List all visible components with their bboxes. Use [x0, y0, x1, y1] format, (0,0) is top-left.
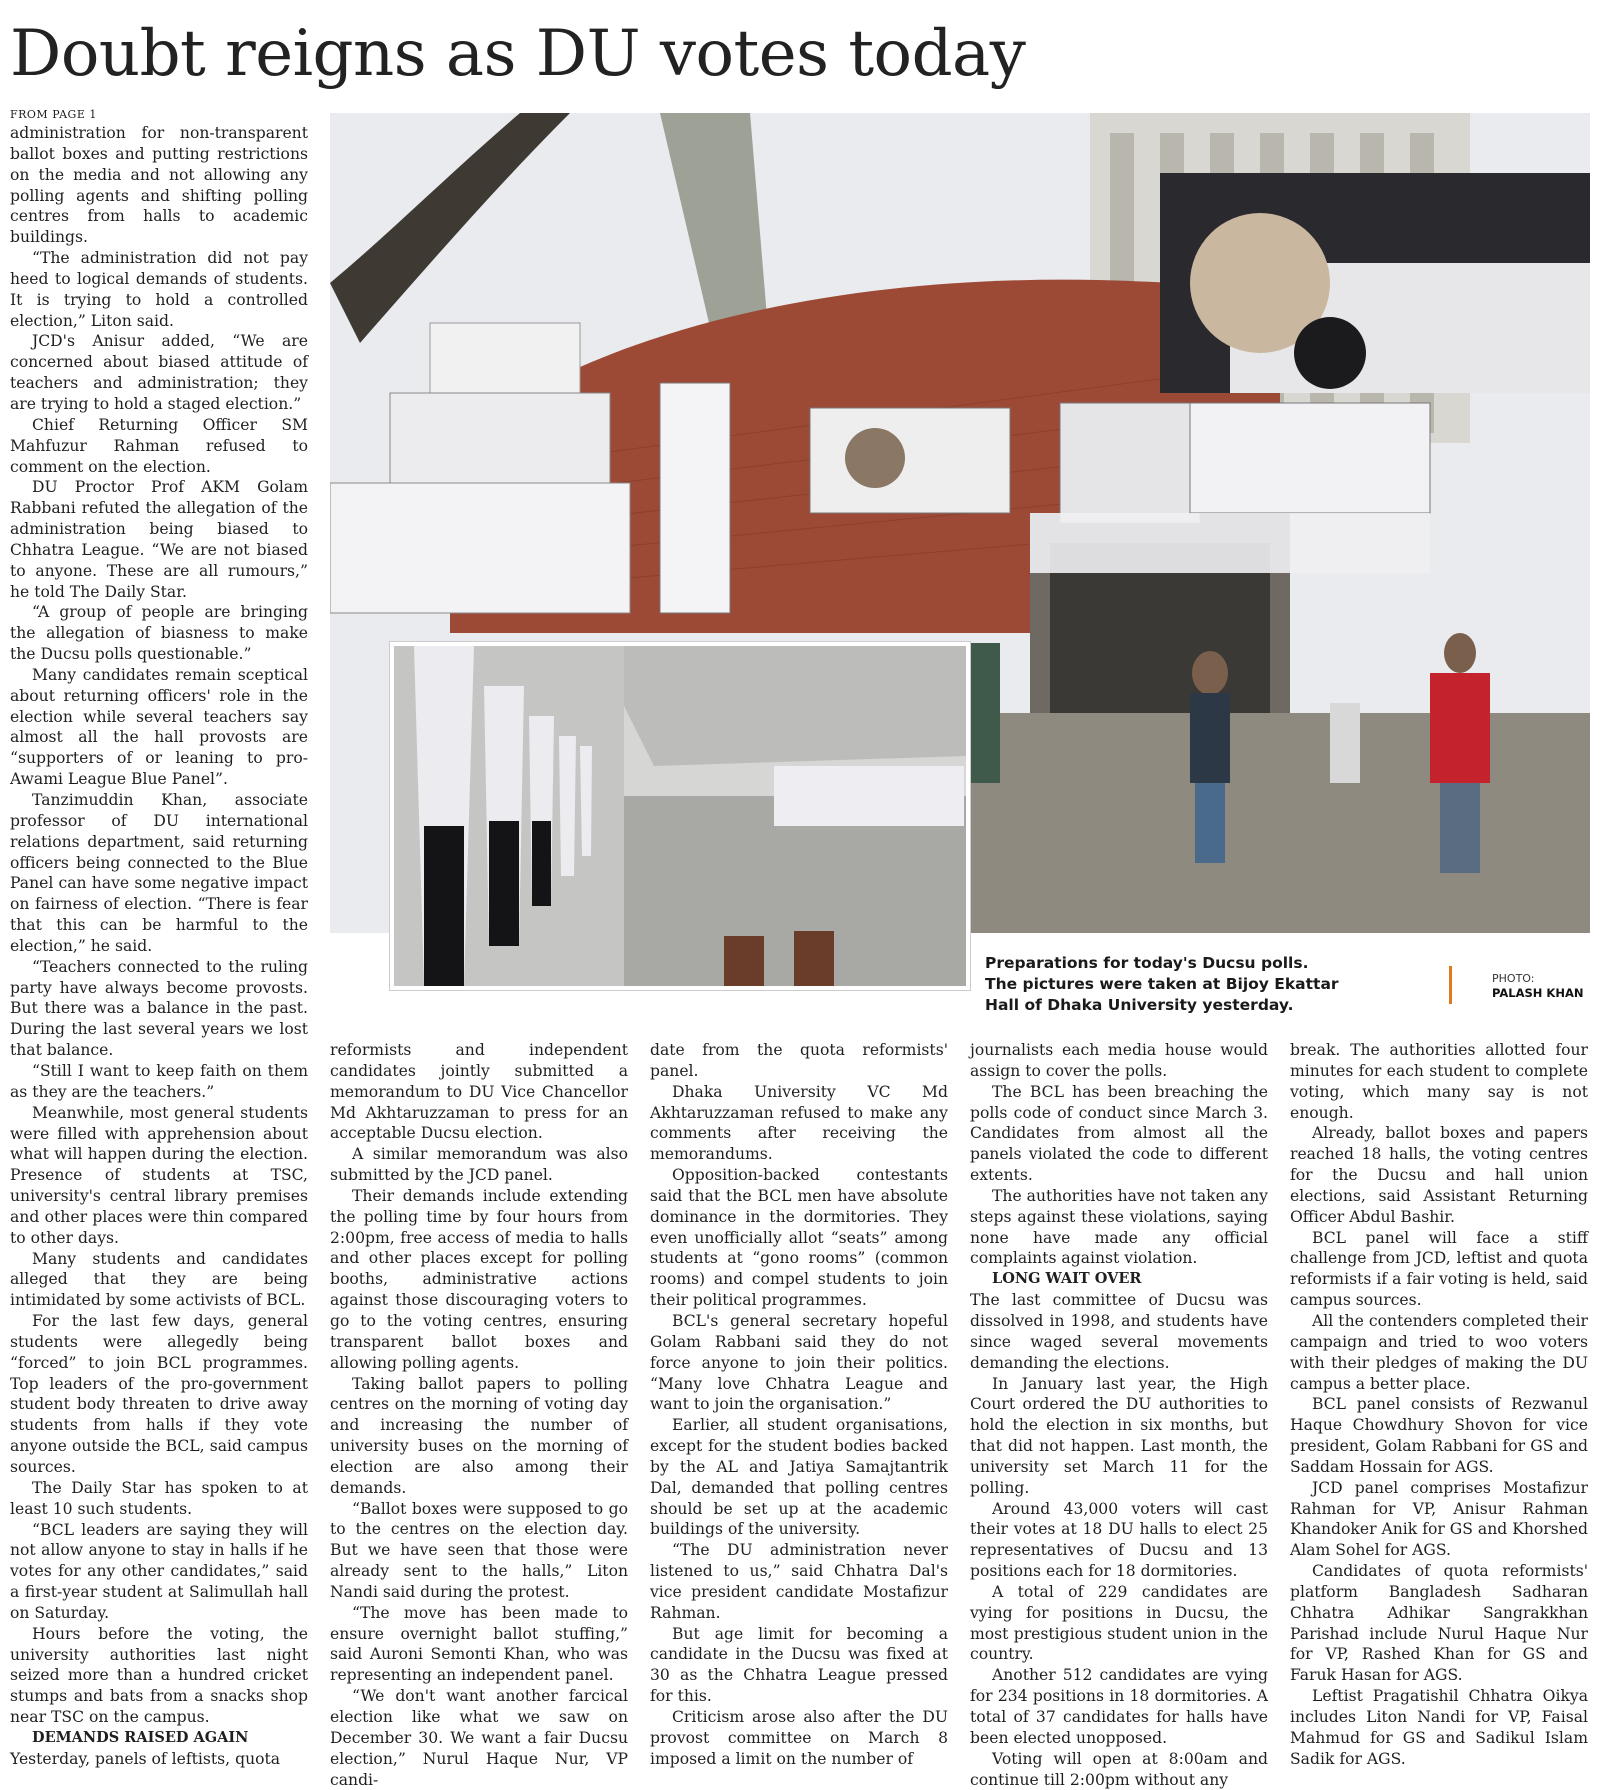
paragraph: A total of 229 candidates are vying for positions in Ducsu, the most prestigious student union in the country.	[970, 1582, 1268, 1664]
paragraph: DU Proctor Prof AKM Golam Rabbani refuted the allegation of the administration being biased to Chhatra League. “We are not biased to anyone. These are all rumours,” he told The Daily Star.	[10, 478, 308, 601]
paragraph: Opposition-backed contestants said that the BCL men have absolute dominance in the dormitories. They even unofficially allot “seats” among students at “gono rooms” (common rooms) and compel students to join their political programmes.	[650, 1166, 948, 1310]
paragraph: Around 43,000 voters will cast their votes at 18 DU halls to elect 25 representatives of Ducsu and 13 positions each for 18 dormitories.	[970, 1499, 1268, 1581]
paragraph: JCD panel comprises Mostafizur Rahman for VP, Anisur Rahman Khandoker Anik for GS and Khorshed Alam Sohel for AGS.	[1290, 1478, 1588, 1560]
article-column-5	[1290, 1040, 1588, 1770]
paragraph: break. The authorities allotted four minutes for each student to complete voting, which many say is not enough.	[1290, 1041, 1588, 1122]
paragraph: “The move has been made to ensure overnight ballot stuffing,” said Auroni Semonti Khan, who was representing an independent panel.	[330, 1603, 628, 1685]
paragraph: A similar memorandum was also submitted by the JCD panel.	[330, 1145, 628, 1185]
paragraph: “Still I want to keep faith on them as they are the teachers.”	[10, 1061, 308, 1101]
paragraph: Meanwhile, most general students were filled with apprehension about what will happen during the election. Presence of students at TSC, university's central library premises and other places were thin compared to other days.	[10, 1103, 308, 1247]
photo-caption: Preparations for today's Ducsu polls. The pictures were taken at Bijoy Ekattar Hall of Dhaka University yesterday.	[985, 954, 1339, 1014]
inset-photo-polling-booths	[390, 642, 970, 990]
paragraph: journalists each media house would assign to cover the polls.	[970, 1041, 1268, 1080]
paragraph: BCL panel consists of Rezwanul Haque Chowdhury Shovon for vice president, Golam Rabbani for GS and Saddam Hossain for AGS.	[1290, 1395, 1588, 1476]
paragraph: The Daily Star has spoken to at least 10 such students.	[10, 1478, 308, 1518]
paragraph: “A group of people are bringing the allegation of biasness to make the Ducsu polls questionable.”	[10, 603, 308, 664]
paragraph: Leftist Pragatishil Chhatra Oikya includes Liton Nandi for VP, Faisal Mahmud for GS and Sadikul Islam Sadik for AGS.	[1290, 1687, 1588, 1768]
paragraph: Taking ballot papers to polling centres on the morning of voting day and increasing the number of university buses on the morning of election are also among their demands.	[330, 1374, 628, 1497]
polling-booths-illustration	[394, 646, 966, 986]
credit-divider	[1449, 966, 1452, 1004]
photo-credit	[1492, 971, 1583, 1001]
paragraph: For the last few days, general students were allegedly being “forced” to join BCL programmes. Top leaders of the pro-government student body threaten to drive away students from halls if they vote anyone outside the BCL, said campus sources.	[10, 1312, 308, 1476]
paragraph: Another 512 candidates are vying for 234 positions in 18 dormitories. A total of 37 candidates for halls have been elected unopposed.	[970, 1666, 1268, 1747]
paragraph: administration for non-transparent ballot boxes and putting restrictions on the media and not allowing any polling agents and shifting polling centres from halls to academic buildings.	[10, 124, 308, 247]
photo-credit-name: PALASH KHAN	[1492, 986, 1584, 1000]
paragraph: But age limit for becoming a candidate in the Ducsu was fixed at 30 as the Chhatra League pressed for this.	[650, 1624, 948, 1706]
paragraph: Candidates of quota reformists' platform Bangladesh Sadharan Chhatra Adhikar Sangrakkhan Parishad include Nurul Haque Nur for VP, Rashed Khan for GS and Faruk Hasan for AGS.	[1290, 1562, 1588, 1685]
paragraph: Yesterday, panels of leftists, quota	[10, 1749, 281, 1768]
paragraph: date from the quota reformists' panel.	[650, 1041, 948, 1080]
paragraph: Many candidates remain sceptical about returning officers' role in the election while several teachers say almost all the hall provosts are “supporters of or leaning to pro-Awami League Blue Panel”.	[10, 665, 308, 789]
paragraph: “Ballot boxes were supposed to go to the centres on the election day. But we have seen that those were already sent to the halls,” Liton Nandi said during the protest.	[330, 1499, 628, 1601]
paragraph: Already, ballot boxes and papers reached 18 halls, the voting centres for the Ducsu and hall union elections, said Assistant Returning Officer Abdul Bashir.	[1290, 1124, 1588, 1226]
paragraph: The authorities have not taken any steps against these violations, saying none have made any official complaints against violation.	[970, 1186, 1268, 1268]
paragraph: “The DU administration never listened to us,” said Chhatra Dal's vice president candidate Mostafizur Rahman.	[650, 1541, 948, 1622]
subhead-demands: DEMANDS RAISED AGAIN	[32, 1728, 249, 1746]
paragraph: “BCL leaders are saying they will not allow anyone to stay in halls if he votes for any other candidates,” said a first-year student at Salimullah hall on Saturday.	[10, 1520, 308, 1622]
paragraph: All the contenders completed their campaign and tried to woo voters with their pledges of making the DU campus a better place.	[1290, 1311, 1588, 1393]
from-page-kicker: FROM PAGE 1	[10, 108, 97, 121]
paragraph: “We don't want another farcical election like what we saw on December 30. We want a fair Ducsu election,” Nurul Haque Nur, VP candi-	[330, 1687, 628, 1789]
article-column-3	[650, 1040, 948, 1770]
paragraph: Hours before the voting, the university authorities last night seized more than a hundred cricket stumps and bats from a snacks shop near TSC on the campus.	[10, 1624, 308, 1727]
paragraph: BCL panel will face a stiff challenge from JCD, leftist and quota reformists if a fair voting is held, said campus sources.	[1290, 1228, 1588, 1310]
paragraph: Voting will open at 8:00am and continue till 2:00pm without any	[970, 1749, 1268, 1789]
paragraph: “Teachers connected to the ruling party have always become provosts. But there was a balance in the past. During the last several years we lost that balance.	[10, 957, 308, 1060]
paragraph: BCL's general secretary hopeful Golam Rabbani said they do not force anyone to join their politics. “Many love Chhatra League and want to join the organisation.”	[650, 1311, 948, 1414]
photo-credit-label: PHOTO:	[1492, 972, 1535, 985]
paragraph: “The administration did not pay heed to logical demands of students. It is trying to hold a controlled election,” Liton said.	[10, 249, 308, 330]
article-column-1	[10, 107, 308, 1770]
paragraph: In January last year, the High Court ordered the DU authorities to hold the election in six months, but that did not happen. Last month, the university set March 11 for the polling.	[970, 1374, 1268, 1497]
paragraph: Their demands include extending the polling time by four hours from 2:00pm, free access of media to halls and other places except for polling booths, administrative actions against those discouraging voters to go to the voting centres, ensuring transparent ballot boxes and allowing polling agents.	[330, 1186, 628, 1372]
paragraph: Earlier, all student organisations, except for the student bodies backed by the AL and Jatiya Samajtantrik Dal, demanded that polling centres should be set up at the academic buildings of the university.	[650, 1416, 948, 1539]
headline: Doubt reigns as DU votes today	[10, 17, 1026, 91]
article-column-2	[330, 1040, 628, 1790]
subhead-long-wait: LONG WAIT OVER	[992, 1270, 1142, 1288]
article-column-4	[970, 1040, 1268, 1790]
paragraph: Dhaka University VC Md Akhtaruzzaman refused to make any comments after receiving the memorandums.	[650, 1082, 948, 1164]
paragraph: Criticism arose also after the DU provost committee on March 8 imposed a limit on the number of	[650, 1708, 948, 1768]
paragraph: Chief Returning Officer SM Mahfuzur Rahman refused to comment on the election.	[10, 415, 308, 476]
paragraph: Tanzimuddin Khan, associate professor of DU international relations department, said returning officers being connected to the Blue Panel can have some negative impact on fairness of election. “There is fear that this can be harmful to the election,” he said.	[10, 791, 308, 955]
paragraph: Many students and candidates alleged that they are being intimidated by some activists of BCL.	[10, 1249, 308, 1310]
paragraph: The BCL has been breaching the polls code of conduct since March 3. Candidates from almost all the panels violated the code to different extents.	[970, 1082, 1268, 1185]
paragraph: reformists and independent candidates jointly submitted a memorandum to DU Vice Chancellor Md Akhtaruzzaman to press for an acceptable Ducsu election.	[330, 1041, 628, 1143]
paragraph: JCD's Anisur added, “We are concerned about biased attitude of teachers and administration; they are trying to hold a staged election.”	[10, 332, 308, 413]
paragraph: The last committee of Ducsu was dissolved in 1998, and students have since waged several movements demanding the elections.	[970, 1291, 1268, 1372]
